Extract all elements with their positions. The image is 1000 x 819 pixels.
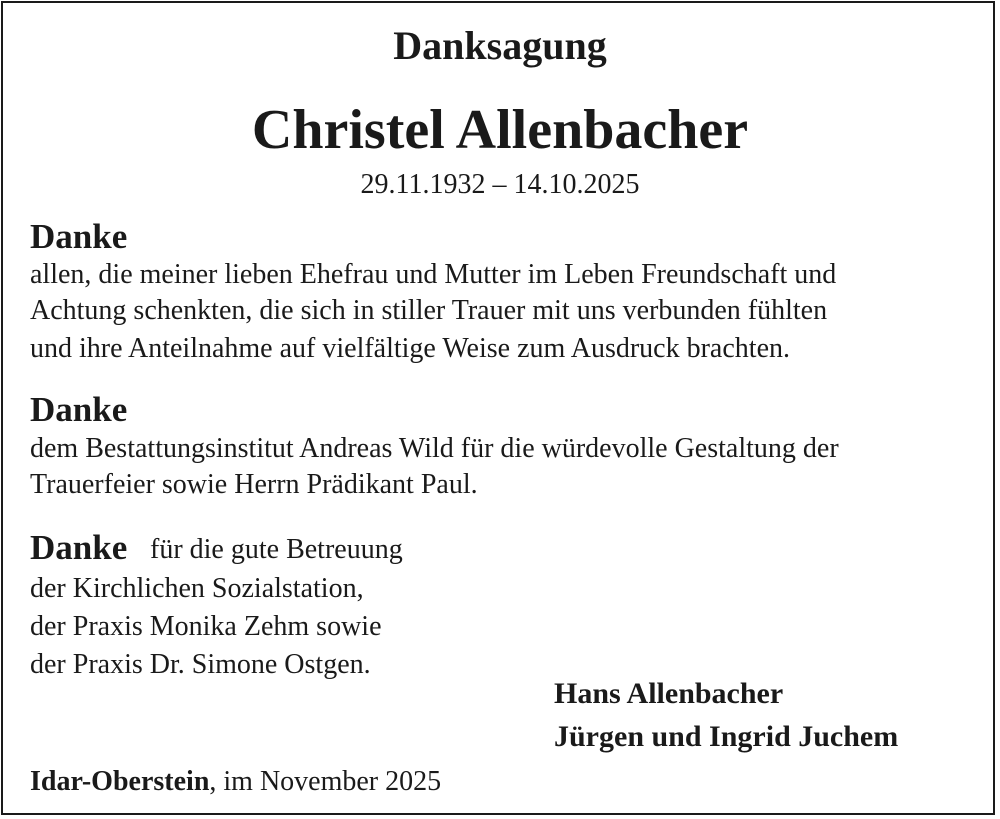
life-dates: 29.11.1932 – 14.10.2025 <box>360 169 640 200</box>
place-name: Idar-Oberstein <box>30 766 210 797</box>
section3-line: der Praxis Dr. Simone Ostgen. <box>30 649 371 680</box>
signer-name: Jürgen und Ingrid Juchem <box>554 720 899 753</box>
place-and-date <box>30 764 441 800</box>
deceased-name: Christel Allenbacher <box>251 99 749 161</box>
notice-heading: Danksagung <box>393 23 607 68</box>
section3-title: Danke <box>30 528 128 567</box>
section1-title: Danke <box>30 217 128 256</box>
section1-line: allen, die meiner lieben Ehefrau und Mutter im Leben Freundschaft und <box>30 259 837 290</box>
section2-line: dem Bestattungsinstitut Andreas Wild für die würdevolle Gestaltung der <box>30 433 839 464</box>
section3-line: der Kirchlichen Sozialstation, <box>30 573 364 604</box>
section1-line: und ihre Anteilnahme auf vielfältige Weise zum Ausdruck brachten. <box>30 333 790 364</box>
section3-line: der Praxis Monika Zehm sowie <box>30 611 382 642</box>
signer-name: Hans Allenbacher <box>554 677 784 710</box>
section2-title: Danke <box>30 390 128 429</box>
section2-line: Trauerfeier sowie Herrn Prädikant Paul. <box>30 469 478 500</box>
section1-line: Achtung schenkten, die sich in stiller Trauer mit uns verbunden fühlten <box>30 295 828 326</box>
section3-line: für die gute Betreuung <box>150 534 403 565</box>
date-text: , im November 2025 <box>209 766 442 797</box>
